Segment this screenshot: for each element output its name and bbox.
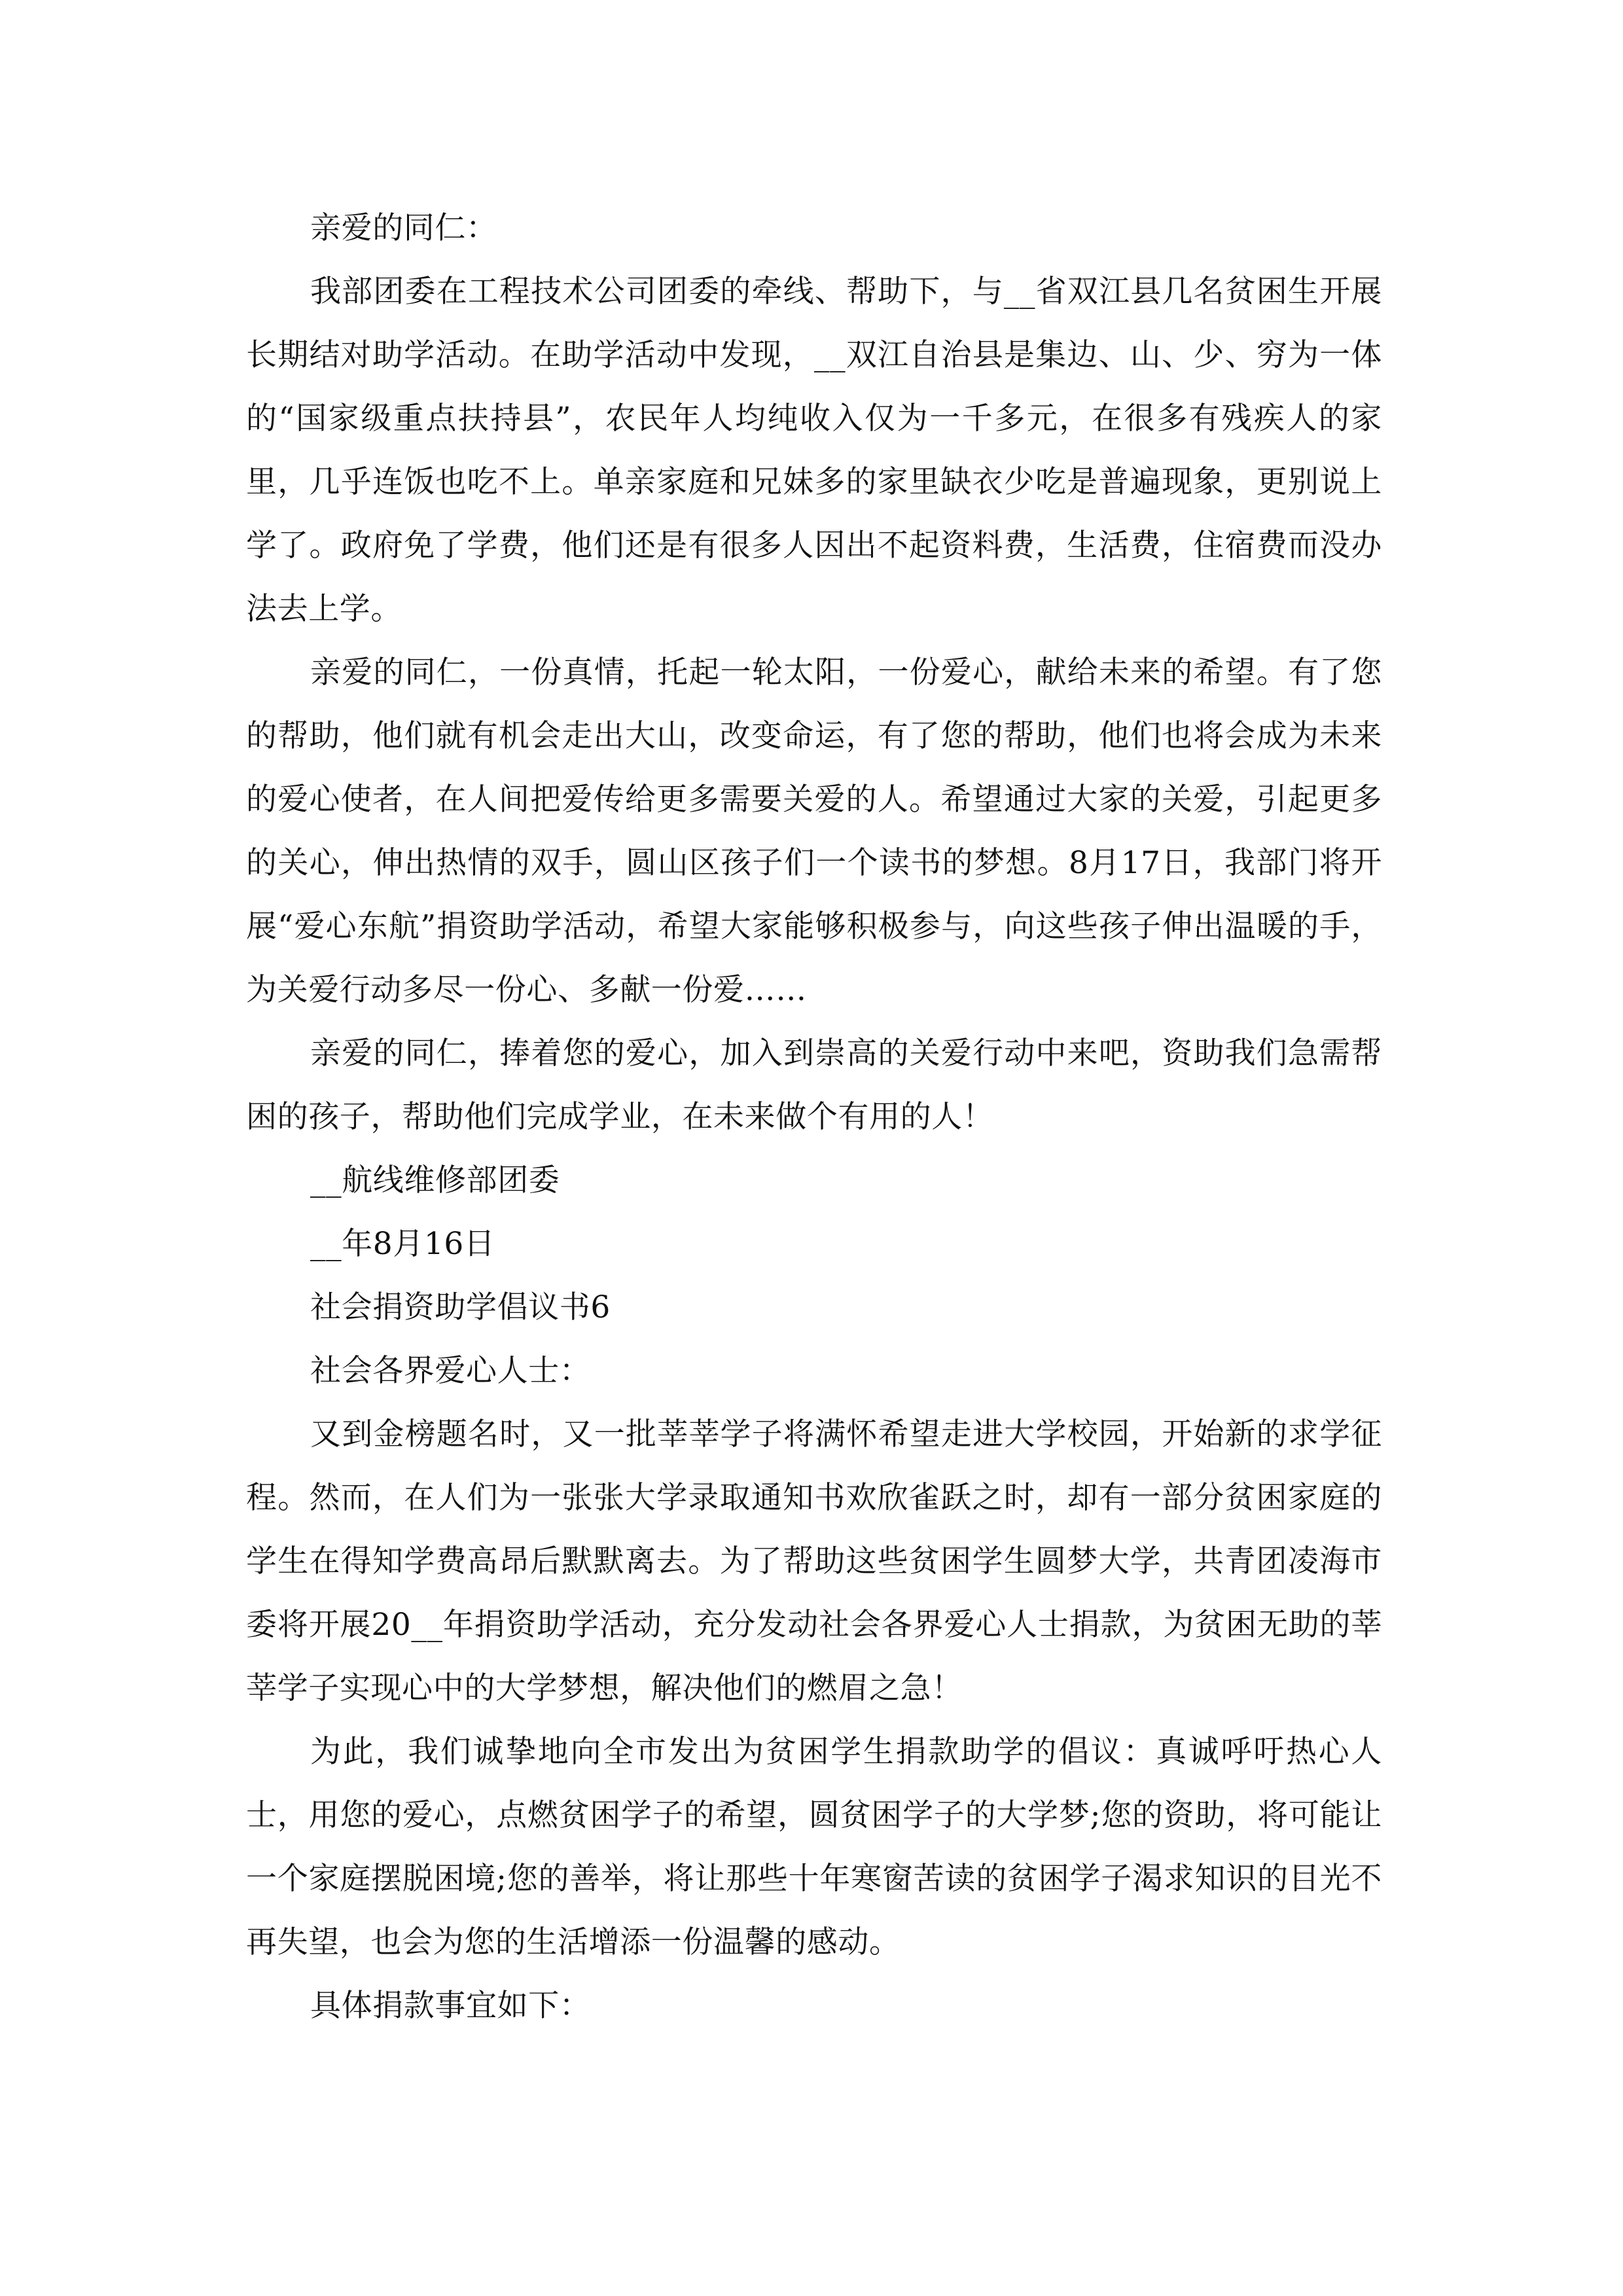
paragraph: 具体捐款事宜如下：	[310, 1988, 591, 2024]
paragraph: 亲爱的同仁，一份真情，托起一轮太阳，一份爱心，献给未来的希望。有了您的帮助，他们就有机会走出大山，改变命运，有了您的帮助，他们也将会成为未来的爱心使者，在人间把爱传给更多需要关爱的人。希望通过大家的关爱，引起更多的关心，伸出热情的双手，圆山区孩子们一个读书的梦想。8月17日，我部门将开展“爱心东航”捐资助学活动，希望大家能够积极参与，向这些孩子伸出温暖的手，为关爱行动多尽一份心、多献一份爱……	[246, 655, 1382, 1008]
signature: __航线维修部团委	[310, 1162, 560, 1198]
section-title: 社会捐资助学倡议书6	[310, 1289, 611, 1325]
paragraph: 我部团委在工程技术公司团委的牵线、帮助下，与__省双江县几名贫困生开展长期结对助学活动。在助学活动中发现，__双江自治县是集边、山、少、穷为一体的“国家级重点扶持县”，农民年人均纯收入仅为一千多元，在很多有残疾人的家里，几乎连饭也吃不上。单亲家庭和兄妹多的家里缺衣少吃是普遍现象，更别说上学了。政府免了学费，他们还是有很多人因出不起资料费，生活费，住宿费而没办法去上学。	[246, 274, 1382, 627]
salutation: 亲爱的同仁：	[310, 210, 497, 246]
paragraph: 为此，我们诚挚地向全市发出为贫困学生捐款助学的倡议：真诚呼吁热心人士，用您的爱心，点燃贫困学子的希望，圆贫困学子的大学梦;您的资助，将可能让一个家庭摆脱困境;您的善举，将让那些十年寒窗苦读的贫困学子渴求知识的目光不再失望，也会为您的生活增添一份温馨的感动。	[246, 1734, 1382, 1960]
date: __年8月16日	[310, 1226, 495, 1262]
salutation: 社会各界爱心人士：	[310, 1353, 591, 1389]
paragraph: 又到金榜题名时，又一批莘莘学子将满怀希望走进大学校园，开始新的求学征程。然而，在人们为一张张大学录取通知书欢欣雀跃之时，却有一部分贫困家庭的学生在得知学费高昂后默默离去。为了帮助这些贫困学生圆梦大学，共青团凌海市委将开展20__年捐资助学活动，充分发动社会各界爱心人士捐款，为贫困无助的莘莘学子实现心中的大学梦想，解决他们的燃眉之急！	[246, 1416, 1382, 1706]
paragraph: 亲爱的同仁，捧着您的爱心，加入到崇高的关爱行动中来吧，资助我们急需帮困的孩子，帮助他们完成学业，在未来做个有用的人！	[246, 1035, 1382, 1135]
document-page	[246, 196, 1382, 2037]
